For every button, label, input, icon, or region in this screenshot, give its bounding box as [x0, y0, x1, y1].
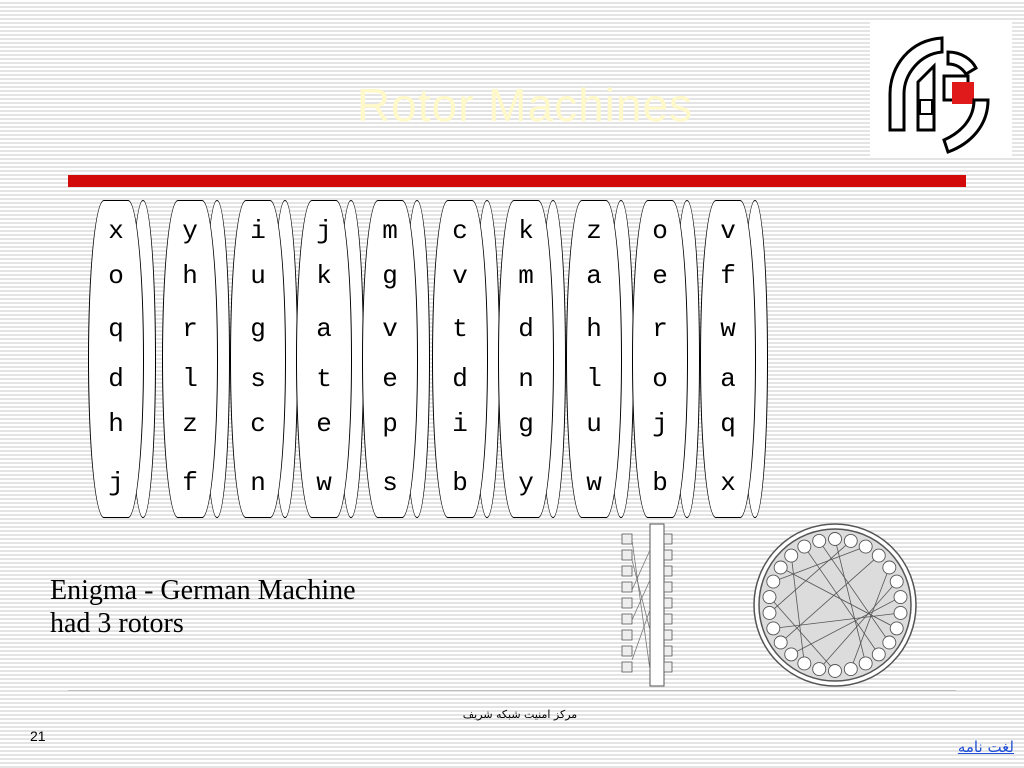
rotor-letter: l	[586, 364, 602, 394]
rotor-letter: w	[720, 314, 736, 344]
rotor-letter: h	[586, 314, 602, 344]
rotor-letter: r	[182, 314, 198, 344]
title-underline-bar	[68, 175, 966, 187]
caption-line-1: Enigma - German Machine	[50, 575, 356, 606]
caption-line-2: had 3 rotors	[50, 608, 184, 639]
rotor-letter: s	[382, 468, 398, 498]
rotor-letter: v	[720, 216, 736, 246]
rotor-letter: h	[182, 261, 198, 291]
caption	[50, 574, 356, 640]
rotor-1	[88, 200, 144, 518]
rotor-letter: a	[720, 364, 736, 394]
rotor-letter: b	[652, 468, 668, 498]
rotor-7	[498, 200, 554, 518]
rotor-letter: j	[316, 216, 332, 246]
rotor-letter: e	[316, 409, 332, 439]
sharif-logo-icon	[870, 22, 1012, 156]
rotor-letter: b	[452, 468, 468, 498]
rotor-6	[432, 200, 488, 518]
rotor-letter: g	[382, 261, 398, 291]
rotor-letter: i	[452, 409, 468, 439]
rotor-letter: z	[586, 216, 602, 246]
rotor-letter: t	[452, 314, 468, 344]
rotor-10	[700, 200, 756, 518]
rotor-letter: c	[452, 216, 468, 246]
rotor-letter: v	[382, 314, 398, 344]
rotor-letter: u	[586, 409, 602, 439]
rotor-letter: q	[720, 409, 736, 439]
rotor-letter: q	[108, 314, 124, 344]
rotor-letter: m	[518, 261, 534, 291]
rotor-letter: r	[652, 314, 668, 344]
footer-text: مرکز امنیت شبکه شریف	[462, 708, 578, 721]
rotor-letter: p	[382, 409, 398, 439]
rotor-letter: l	[182, 364, 198, 394]
rotor-letter: k	[316, 261, 332, 291]
rotor-letter: f	[720, 261, 736, 291]
rotor-letter: y	[518, 468, 534, 498]
rotor-letter: c	[250, 409, 266, 439]
rotor-9	[632, 200, 688, 518]
rotor-letter: o	[108, 261, 124, 291]
rotor-side-view-icon	[618, 520, 678, 690]
rotor-letter: a	[586, 261, 602, 291]
rotor-letter: d	[518, 314, 534, 344]
rotor-5	[362, 200, 418, 518]
rotor-letter: d	[108, 364, 124, 394]
footer-divider	[68, 690, 956, 691]
rotor-letter: k	[518, 216, 534, 246]
rotor-letter: w	[316, 468, 332, 498]
rotor-letter: a	[316, 314, 332, 344]
rotor-letter: m	[382, 216, 398, 246]
rotor-letter: e	[652, 261, 668, 291]
rotor-letter: u	[250, 261, 266, 291]
page-number: 21	[30, 728, 46, 744]
rotor-letter: y	[182, 216, 198, 246]
slide-title: Rotor Machines	[356, 79, 694, 131]
logo	[870, 22, 1012, 156]
rotor-letter: o	[652, 364, 668, 394]
glossary-link[interactable]: لغت نامه	[957, 738, 1014, 756]
rotor-letter: t	[316, 364, 332, 394]
rotor-letter: n	[250, 468, 266, 498]
rotor-letter: d	[452, 364, 468, 394]
rotor-letter: o	[652, 216, 668, 246]
rotor-letter: w	[586, 468, 602, 498]
rotor-letter: x	[108, 216, 124, 246]
rotor-letter: v	[452, 261, 468, 291]
rotor-letter: x	[720, 468, 736, 498]
rotor-4	[296, 200, 352, 518]
rotor-letter: n	[518, 364, 534, 394]
rotor-2	[162, 200, 218, 518]
rotor-letter: h	[108, 409, 124, 439]
rotor-8	[566, 200, 622, 518]
rotor-letter: z	[182, 409, 198, 439]
rotor-letter: j	[652, 409, 668, 439]
rotor-3	[230, 200, 286, 518]
rotor-letter: f	[182, 468, 198, 498]
rotor-letter: i	[250, 216, 266, 246]
rotor-wiring-face-icon	[750, 520, 920, 690]
rotor-letter: e	[382, 364, 398, 394]
rotor-letter: j	[108, 468, 124, 498]
rotor-letter: g	[250, 314, 266, 344]
rotor-letter: g	[518, 409, 534, 439]
rotor-letter: s	[250, 364, 266, 394]
